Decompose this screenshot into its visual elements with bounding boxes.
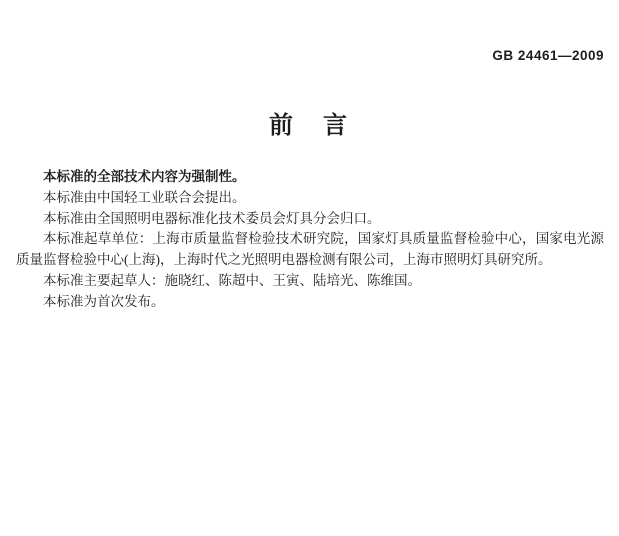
foreword-title: 前 言: [269, 113, 350, 139]
standard-number: GB 24461—2009: [492, 48, 604, 63]
foreword-paragraph-centralized-by: 本标准由全国照明电器标准化技术委员会灯具分会归口。: [43, 210, 381, 226]
foreword-body: [16, 167, 604, 313]
foreword-paragraph-main-drafters: 本标准主要起草人：施晓红、陈超中、王寅、陆培光、陈维国。: [43, 272, 421, 288]
foreword-paragraph-first-issue: 本标准为首次发布。: [43, 293, 165, 309]
foreword-paragraph-proposed-by: 本标准由中国轻工业联合会提出。: [43, 189, 246, 205]
foreword-paragraph-drafting-organizations: 本标准起草单位：上海市质量监督检验技术研究院，国家灯具质量监督检验中心，国家电光源质量监督检验中心(上海)，上海时代之光照明电器检测有限公司，上海市照明灯具研究所。: [16, 231, 604, 268]
foreword-paragraph-mandatory-note: 本标准的全部技术内容为强制性。: [43, 169, 246, 184]
